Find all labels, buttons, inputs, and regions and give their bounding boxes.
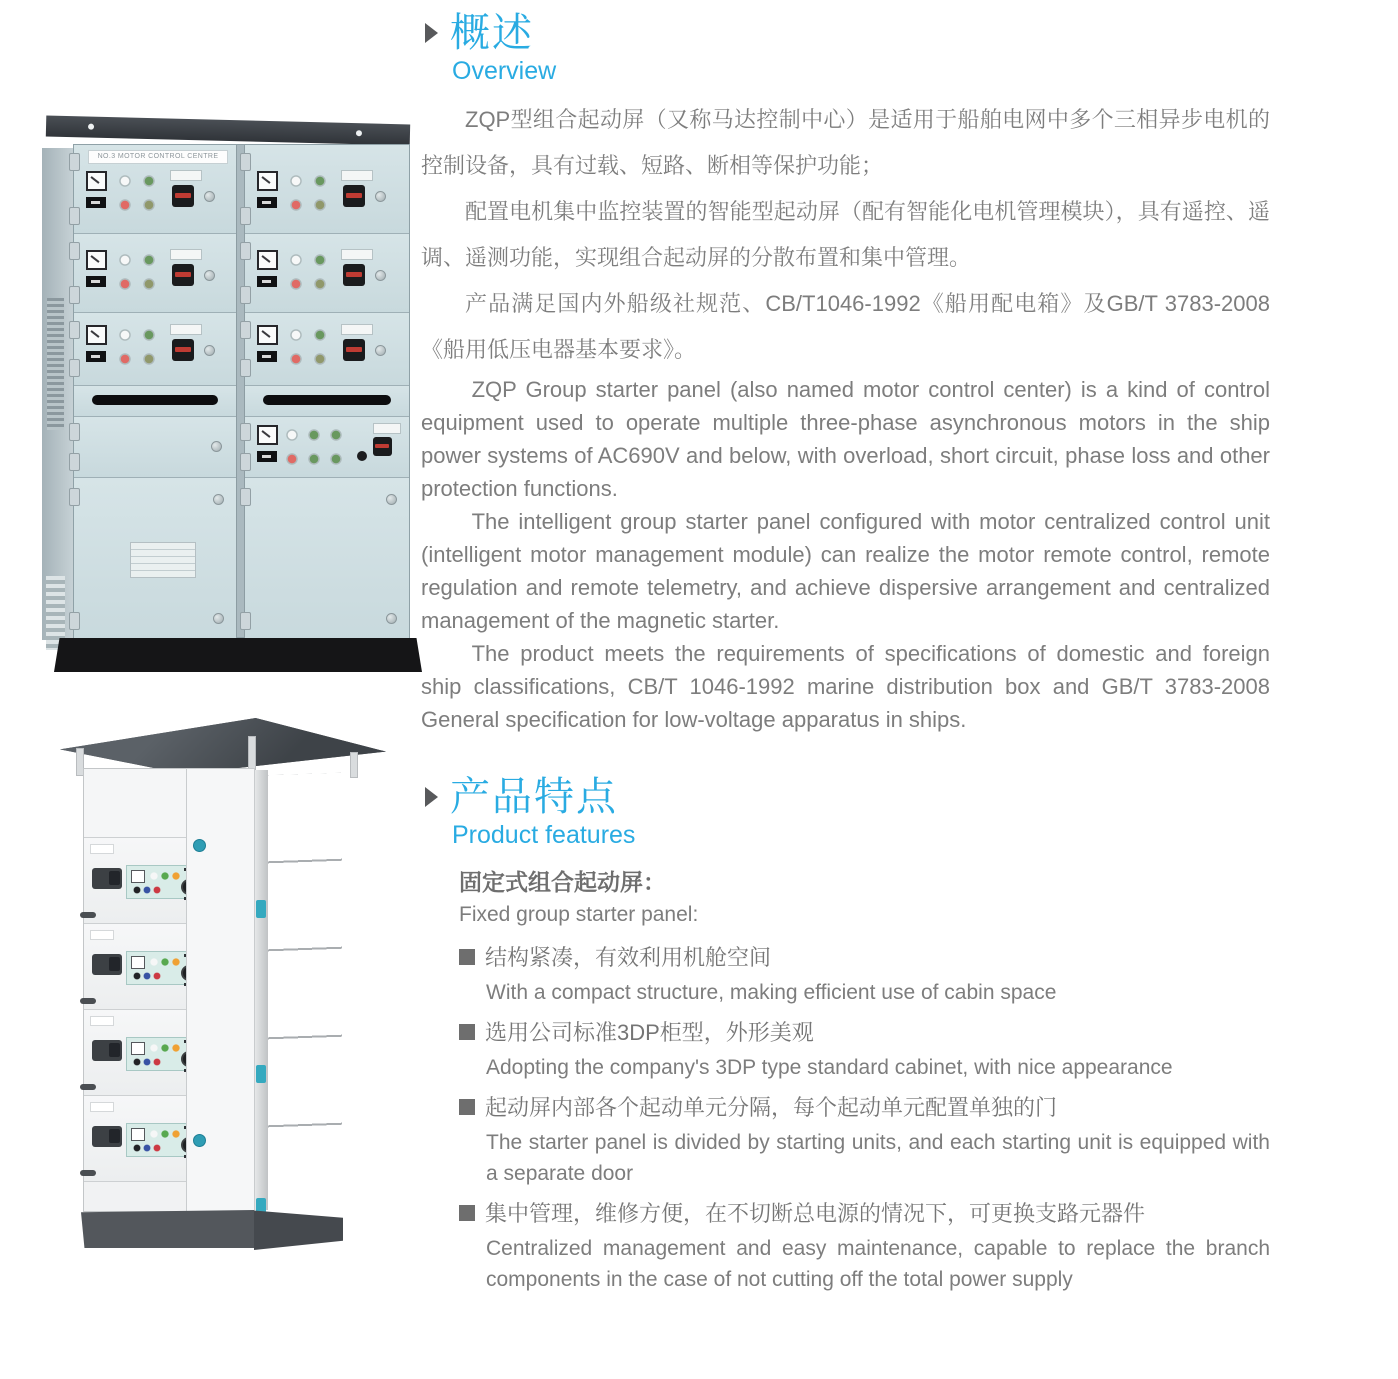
door-column-left — [74, 145, 236, 637]
roof-post — [350, 752, 358, 778]
indicator-lamp-icon — [204, 270, 215, 281]
overview-paragraph-en: ZQP Group starter panel (also named motor control center) is a kind of control equipment used to operate multiple three-phase asynchronous motors in the ship power systems of AC690V and below, with overload, short circuit, phase loss and other protection functions. — [421, 377, 1270, 501]
features-title-en: Product features — [452, 821, 636, 849]
hinge — [69, 207, 80, 225]
pushbutton-cluster-icon — [116, 248, 162, 296]
bullet-square-icon — [459, 949, 475, 965]
text-column — [421, 10, 1270, 1300]
feature-text-cn: 集中管理，维修方便，在不切断总电源的情况下，可更换支路元器件 — [485, 1201, 1146, 1226]
unit-label — [373, 423, 401, 434]
hinge — [240, 242, 251, 260]
rotary-switch-icon — [343, 264, 365, 286]
rating-nameplate — [130, 542, 196, 578]
overview-titles — [450, 10, 556, 85]
section-header-overview — [421, 10, 1270, 85]
indicator-lamp-icon — [375, 191, 386, 202]
cabinet-roof-canopy — [60, 718, 386, 774]
cabinet-plinth — [81, 1210, 254, 1248]
overview-paragraph-en: The intelligent group starter panel configured with motor centralized control unit (intelligent motor management module) can realize the motor remote control, remote regulation and remote telemetry, and achieve dispersive arrangement and centralized management of the magnetic starter. — [421, 509, 1270, 633]
starter-unit-door — [84, 838, 186, 924]
rotary-switch-icon — [172, 264, 194, 286]
indicator-lamp-icon — [204, 191, 215, 202]
ammeter-icon — [86, 250, 107, 270]
hinge — [69, 242, 80, 260]
rotary-switch-icon — [343, 185, 365, 207]
feature-item — [459, 1197, 1270, 1295]
feature-item — [459, 1091, 1270, 1189]
door-panel — [74, 234, 236, 313]
screw-icon — [211, 441, 222, 452]
selector-knob-icon — [357, 451, 367, 461]
cabinet-top-cap — [46, 116, 410, 146]
hinge — [240, 423, 251, 441]
unit-label — [170, 249, 202, 260]
door-latch — [256, 900, 266, 918]
hinge — [240, 453, 251, 471]
overview-paragraph-cn: ZQP型组合起动屏（又称马达控制中心）是适用于船舶电网中多个三相异步电机的控制设备，具有过载、短路、断相等保护功能； — [421, 107, 1270, 178]
unit-label — [341, 249, 373, 260]
handle-panel — [245, 386, 409, 417]
ammeter-icon — [257, 250, 278, 270]
hour-counter-icon — [257, 351, 277, 362]
door-panel — [74, 478, 236, 642]
indicator-lamp-icon — [375, 270, 386, 281]
hour-counter-icon — [86, 351, 106, 362]
feature-text-en: With a compact structure, making efficient use of cabin space — [486, 981, 1057, 1004]
breaker-handle-icon — [92, 1126, 122, 1147]
unit-label — [90, 1016, 114, 1026]
starter-unit-door-column — [84, 769, 187, 1211]
hinge — [69, 612, 80, 630]
pushbutton-cluster-icon — [287, 248, 333, 296]
door-panel — [74, 313, 236, 386]
overview-paragraph-en: The product meets the requirements of specifications of domestic and foreign ship classifications, CB/T 1046-1992 marine distribution box and GB/T 3783-2008 General specification for low-voltage apparatus in ships. — [421, 641, 1270, 732]
feature-item — [459, 941, 1270, 1008]
screw-icon — [386, 494, 397, 505]
section-header-features — [421, 774, 1270, 849]
hinge — [240, 286, 251, 304]
starter-unit-controls — [86, 248, 226, 300]
feature-cn-line — [459, 1016, 1270, 1049]
unit-label — [341, 324, 373, 335]
features-subtitle-en: Fixed group starter panel: — [459, 903, 699, 926]
indicator-lamp-icon — [204, 345, 215, 356]
pushbutton-cluster-icon — [283, 423, 353, 471]
starter-unit-door — [84, 924, 186, 1010]
bullet-square-icon — [459, 1024, 475, 1040]
feature-text-en: The starter panel is divided by starting units, and each starting unit is equipped with a separate door — [486, 1131, 1270, 1185]
rotary-switch-icon — [373, 437, 392, 456]
unit-label — [170, 324, 202, 335]
cabinet-center-door — [186, 768, 255, 1212]
hinge — [69, 153, 80, 171]
hinge — [69, 286, 80, 304]
hinge — [240, 153, 251, 171]
hinge — [240, 612, 251, 630]
door-panel — [245, 234, 409, 313]
indicator-lamp-icon — [375, 345, 386, 356]
rotary-switch-icon — [172, 339, 194, 361]
hinge — [69, 453, 80, 471]
features-titles — [450, 774, 635, 849]
door-latch — [80, 912, 96, 918]
figure-cabinet-top — [30, 98, 428, 678]
hour-counter-icon — [257, 451, 277, 462]
hour-counter-icon — [86, 197, 106, 208]
pushbutton-cluster-icon — [287, 169, 333, 217]
cabinet-corner-post — [254, 770, 268, 1210]
features-title-cn: 产品特点 — [450, 775, 618, 819]
bullet-square-icon — [459, 1099, 475, 1115]
breaker-handle-icon — [92, 1040, 122, 1061]
figure-cabinet-bottom — [50, 706, 400, 1306]
door-panel — [74, 145, 236, 234]
section-features — [421, 774, 1270, 1295]
cabinet-nameplate-label: NO.3 MOTOR CONTROL CENTRE — [88, 150, 228, 164]
hour-counter-icon — [86, 276, 106, 287]
starter-unit-controls — [86, 323, 226, 375]
starter-unit-controls — [86, 169, 226, 221]
door-latch — [256, 1065, 266, 1083]
section-marker-icon — [425, 23, 438, 43]
starter-unit-controls — [257, 248, 397, 300]
hinge — [69, 423, 80, 441]
door-pull-handle — [263, 395, 391, 405]
cabinet-side-panel — [268, 773, 342, 1212]
hour-counter-icon — [257, 197, 277, 208]
door-panel — [245, 417, 409, 478]
features-body — [459, 867, 1270, 1295]
features-subtitle-cn: 固定式组合起动屏： — [459, 869, 666, 895]
door-panel — [245, 313, 409, 386]
rotary-switch-icon — [172, 185, 194, 207]
unit-label — [341, 170, 373, 181]
screw-icon — [386, 613, 397, 624]
hinge — [240, 207, 251, 225]
ammeter-icon — [86, 325, 107, 345]
blank-panel — [84, 769, 186, 838]
overview-title-en: Overview — [452, 57, 557, 85]
feature-cn-line — [459, 1197, 1270, 1230]
starter-unit-controls — [257, 169, 397, 221]
ammeter-icon — [257, 425, 278, 445]
starter-unit-controls — [257, 423, 413, 475]
cabinet-front — [73, 144, 410, 638]
rotary-switch-icon — [343, 339, 365, 361]
bullet-square-icon — [459, 1205, 475, 1221]
section-marker-icon — [425, 787, 438, 807]
hinge — [240, 488, 251, 506]
overview-body — [421, 97, 1270, 736]
ammeter-icon — [257, 171, 278, 191]
pushbutton-cluster-icon — [116, 169, 162, 217]
unit-label — [170, 170, 202, 181]
door-knob — [193, 1134, 206, 1147]
breaker-handle-icon — [92, 954, 122, 975]
door-panel — [245, 478, 409, 642]
door-knob — [193, 839, 206, 852]
door-latch — [80, 1170, 96, 1176]
unit-label — [90, 844, 114, 854]
door-latch — [80, 998, 96, 1004]
ammeter-icon — [86, 171, 107, 191]
blank-panel — [84, 1182, 186, 1211]
door-panel — [74, 417, 236, 478]
feature-text-en: Centralized management and easy maintenance, capable to replace the branch components in the case of not cutting off the total power supply — [486, 1237, 1270, 1291]
screw-icon — [213, 613, 224, 624]
overview-paragraph-cn: 产品满足国内外船级社规范、CB/T1046-1992《船用配电箱》及GB/T 3783-2008《船用低压电器基本要求》。 — [421, 291, 1270, 362]
door-panel — [245, 145, 409, 234]
door-column-right — [245, 145, 409, 637]
hinge — [69, 488, 80, 506]
feature-cn-line — [459, 1091, 1270, 1124]
hinge — [69, 321, 80, 339]
pushbutton-cluster-icon — [287, 323, 333, 371]
overview-title-cn: 概述 — [450, 11, 534, 55]
hinge — [69, 359, 80, 377]
pushbutton-cluster-icon — [116, 323, 162, 371]
hour-counter-icon — [257, 276, 277, 287]
hinge — [240, 359, 251, 377]
feature-text-cn: 选用公司标准3DP柜型，外形美观 — [485, 1020, 814, 1045]
breaker-handle-icon — [92, 868, 122, 889]
screw-icon — [213, 494, 224, 505]
starter-unit-door — [84, 1010, 186, 1096]
ammeter-icon — [257, 325, 278, 345]
unit-label — [90, 1102, 114, 1112]
hinge — [240, 321, 251, 339]
unit-label — [90, 930, 114, 940]
cabinet-plinth — [54, 638, 422, 672]
starter-unit-controls — [257, 323, 397, 375]
feature-item — [459, 1016, 1270, 1083]
handle-panel — [74, 386, 236, 417]
feature-text-en: Adopting the company's 3DP type standard cabinet, with nice appearance — [486, 1056, 1173, 1079]
feature-cn-line — [459, 941, 1270, 974]
door-pull-handle — [92, 395, 218, 405]
starter-unit-door — [84, 1096, 186, 1182]
feature-text-cn: 起动屏内部各个起动单元分隔，每个起动单元配置单独的门 — [485, 1095, 1058, 1120]
feature-text-cn: 结构紧凑，有效利用机舱空间 — [485, 945, 772, 970]
overview-paragraph-cn: 配置电机集中监控装置的智能型起动屏（配有智能化电机管理模块），具有遥控、遥调、遥测功能，实现组合起动屏的分散布置和集中管理。 — [421, 199, 1270, 270]
door-latch — [80, 1084, 96, 1090]
